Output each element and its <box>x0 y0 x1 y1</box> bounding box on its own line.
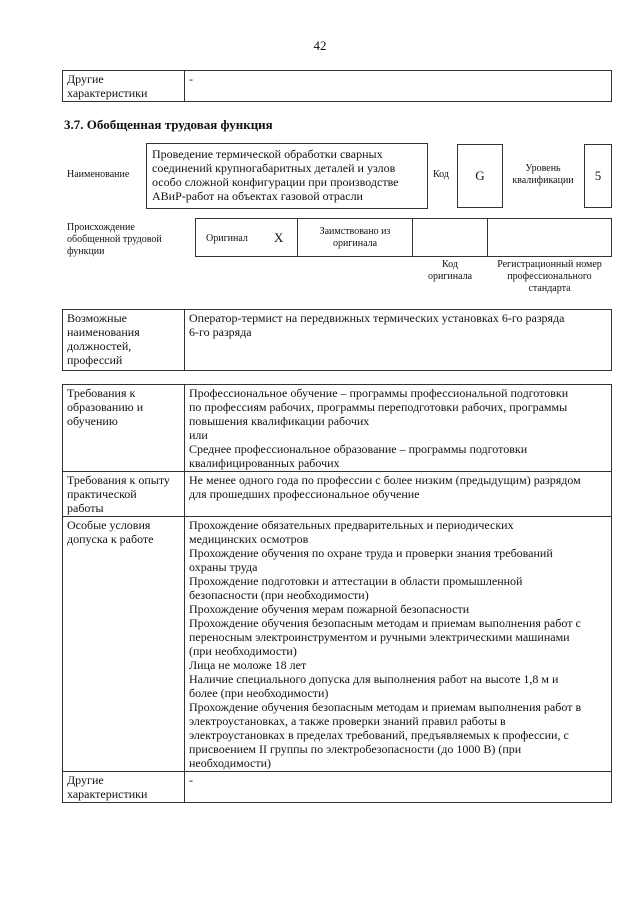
positions-table <box>62 309 612 371</box>
positions-value: Оператор-термист на передвижных термических установках 6-го разряда 6-го разряда <box>185 310 612 371</box>
code-value-box: G <box>457 144 503 208</box>
borrowed-box: Заимствовано из оригинала <box>297 218 413 257</box>
experience-requirements-value: Не менее одного года по профессии с более низким (предыдущим) разрядом для прошедших профессиональное обучение <box>185 472 612 517</box>
function-name-box: Проведение термической обработки сварных соединений крупногабаритных деталей и узлов особо сложной конфигурации при производстве АВиР-работ на объектах газовой отрасли <box>146 143 428 209</box>
special-conditions-value: Прохождение обязательных предварительных и периодических медицинских осмотров Прохождение обучения по охране труда и проверки знания требований охраны труда Прохождение подготовки и аттестации в области промышленной безопасности (при необходимости) Прохождение обучения мерам пожарной безопасности Прохождение обучения безопасным методам и приемам выполнения работ с переносным электроинструментом и ручными электрическими машинами (при необходимости) Лица не моложе 18 лет Наличие специального допуска для выполнения работ на высоте 1,8 м и более (при необходимости) Прохождение обучения безопасным методам и приемам выполнения работ в электроустановках, а также проверки знаний правил работы в электроустановках в пределах требований, предъявляемых к профессии, с присвоением II группы по электробезопасности (до 1000 В) (при необходимости) <box>185 517 612 772</box>
page-number: 42 <box>313 38 327 53</box>
education-requirements-value: Профессиональное обучение – программы профессиональной подготовки по профессиям рабочих, программы переподготовки рабочих, программы повышения квалификации рабочих или Среднее профессиональное образование – программы подготовки квалифицированных рабочих <box>185 385 612 472</box>
name-label: Наименование <box>67 169 130 180</box>
original-code-caption: Код оригинала <box>427 259 473 282</box>
table-row <box>63 385 612 472</box>
original-box <box>195 218 298 257</box>
education-requirements-label: Требования к образованию и обучению <box>63 385 185 472</box>
other-characteristics-label: Другие характеристики <box>63 772 185 803</box>
registration-number-caption: Регистрационный номер профессионального стандарта <box>497 259 602 294</box>
top-other-characteristics-table <box>62 70 612 102</box>
table-row <box>63 772 612 803</box>
top-other-label: Другие характеристики <box>63 71 185 102</box>
positions-label: Возможные наименования должностей, профессий <box>63 310 185 371</box>
original-mark: X <box>274 230 284 245</box>
table-row <box>63 517 612 772</box>
top-other-value: - <box>185 71 612 102</box>
registration-number-box <box>487 218 612 257</box>
section-title: 3.7. Обобщенная трудовая функция <box>64 117 273 132</box>
level-value-box: 5 <box>584 144 612 208</box>
code-label: Код <box>433 169 449 180</box>
table-row <box>63 472 612 517</box>
other-characteristics-value: - <box>185 772 612 803</box>
experience-requirements-label: Требования к опыту практической работы <box>63 472 185 517</box>
original-code-box <box>412 218 488 257</box>
original-label: Оригинал <box>206 233 248 244</box>
requirements-table <box>62 384 612 803</box>
origin-label: Происхождение обобщенной трудовой функции <box>67 222 162 257</box>
special-conditions-label: Особые условия допуска к работе <box>63 517 185 772</box>
level-label: Уровень квалификации <box>512 163 574 186</box>
